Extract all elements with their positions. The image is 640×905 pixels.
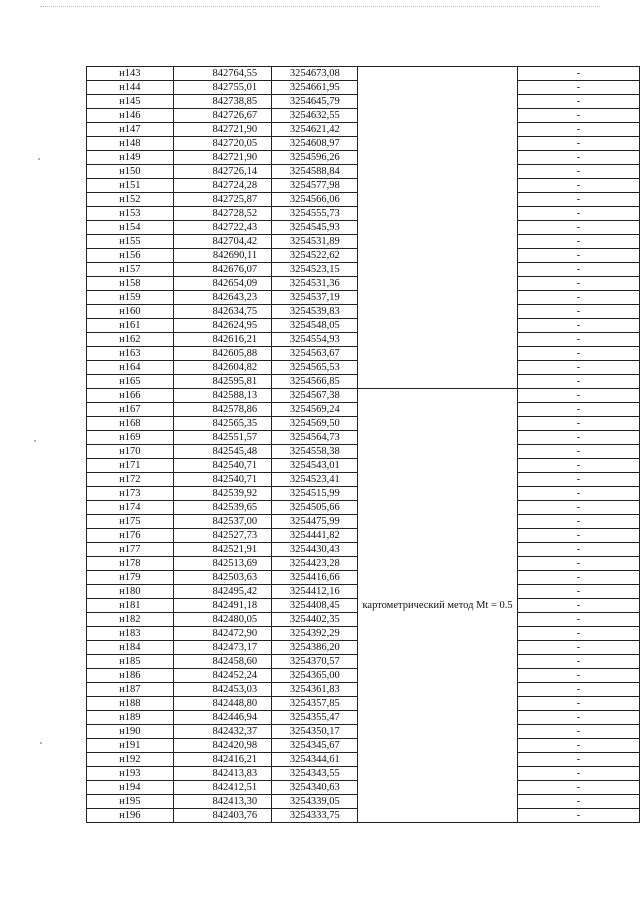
accuracy-cell: - xyxy=(517,109,639,123)
point-id-cell: н161 xyxy=(87,319,174,333)
accuracy-cell: - xyxy=(517,487,639,501)
x-coordinate-cell: 842503,63 xyxy=(173,571,272,585)
y-coordinate-cell: 3254632,55 xyxy=(272,109,358,123)
y-coordinate-cell: 3254365,00 xyxy=(272,669,358,683)
accuracy-cell: - xyxy=(517,235,639,249)
x-coordinate-cell: 842738,85 xyxy=(173,95,272,109)
point-id-cell: н158 xyxy=(87,277,174,291)
accuracy-cell: - xyxy=(517,81,639,95)
scan-speck xyxy=(34,440,36,442)
x-coordinate-cell: 842540,71 xyxy=(173,459,272,473)
accuracy-cell: - xyxy=(517,585,639,599)
x-coordinate-cell: 842513,69 xyxy=(173,557,272,571)
x-coordinate-cell: 842453,03 xyxy=(173,683,272,697)
accuracy-cell: - xyxy=(517,137,639,151)
point-id-cell: н191 xyxy=(87,739,174,753)
point-id-cell: н145 xyxy=(87,95,174,109)
point-id-cell: н176 xyxy=(87,529,174,543)
table-row xyxy=(87,389,640,403)
accuracy-cell: - xyxy=(517,389,639,403)
x-coordinate-cell: 842634,75 xyxy=(173,305,272,319)
y-coordinate-cell: 3254548,05 xyxy=(272,319,358,333)
x-coordinate-cell: 842720,05 xyxy=(173,137,272,151)
y-coordinate-cell: 3254608,97 xyxy=(272,137,358,151)
x-coordinate-cell: 842551,57 xyxy=(173,431,272,445)
x-coordinate-cell: 842413,30 xyxy=(173,795,272,809)
y-coordinate-cell: 3254554,93 xyxy=(272,333,358,347)
accuracy-cell: - xyxy=(517,165,639,179)
y-coordinate-cell: 3254565,53 xyxy=(272,361,358,375)
y-coordinate-cell: 3254416,66 xyxy=(272,571,358,585)
y-coordinate-cell: 3254339,05 xyxy=(272,795,358,809)
point-id-cell: н192 xyxy=(87,753,174,767)
point-id-cell: н168 xyxy=(87,417,174,431)
accuracy-cell: - xyxy=(517,683,639,697)
y-coordinate-cell: 3254402,35 xyxy=(272,613,358,627)
point-id-cell: н153 xyxy=(87,207,174,221)
accuracy-cell: - xyxy=(517,613,639,627)
point-id-cell: н193 xyxy=(87,767,174,781)
point-id-cell: н149 xyxy=(87,151,174,165)
accuracy-cell: - xyxy=(517,571,639,585)
y-coordinate-cell: 3254566,85 xyxy=(272,375,358,389)
y-coordinate-cell: 3254558,38 xyxy=(272,445,358,459)
point-id-cell: н188 xyxy=(87,697,174,711)
table-row xyxy=(87,67,640,81)
y-coordinate-cell: 3254408,45 xyxy=(272,599,358,613)
method-cell: картометрический метод Mt = 0.5 xyxy=(358,389,517,823)
accuracy-cell: - xyxy=(517,263,639,277)
y-coordinate-cell: 3254392,29 xyxy=(272,627,358,641)
accuracy-cell: - xyxy=(517,305,639,319)
point-id-cell: н183 xyxy=(87,627,174,641)
x-coordinate-cell: 842452,24 xyxy=(173,669,272,683)
point-id-cell: н148 xyxy=(87,137,174,151)
y-coordinate-cell: 3254569,50 xyxy=(272,417,358,431)
x-coordinate-cell: 842755,01 xyxy=(173,81,272,95)
accuracy-cell: - xyxy=(517,431,639,445)
point-id-cell: н189 xyxy=(87,711,174,725)
x-coordinate-cell: 842539,65 xyxy=(173,501,272,515)
x-coordinate-cell: 842728,52 xyxy=(173,207,272,221)
accuracy-cell: - xyxy=(517,501,639,515)
point-id-cell: н162 xyxy=(87,333,174,347)
x-coordinate-cell: 842537,00 xyxy=(173,515,272,529)
y-coordinate-cell: 3254545,93 xyxy=(272,221,358,235)
point-id-cell: н150 xyxy=(87,165,174,179)
x-coordinate-cell: 842724,28 xyxy=(173,179,272,193)
y-coordinate-cell: 3254577,98 xyxy=(272,179,358,193)
x-coordinate-cell: 842539,92 xyxy=(173,487,272,501)
point-id-cell: н167 xyxy=(87,403,174,417)
point-id-cell: н163 xyxy=(87,347,174,361)
point-id-cell: н157 xyxy=(87,263,174,277)
scan-speck xyxy=(40,742,42,744)
accuracy-cell: - xyxy=(517,557,639,571)
point-id-cell: н177 xyxy=(87,543,174,557)
y-coordinate-cell: 3254566,06 xyxy=(272,193,358,207)
point-id-cell: н180 xyxy=(87,585,174,599)
x-coordinate-cell: 842420,98 xyxy=(173,739,272,753)
accuracy-cell: - xyxy=(517,725,639,739)
accuracy-cell: - xyxy=(517,333,639,347)
accuracy-cell: - xyxy=(517,123,639,137)
y-coordinate-cell: 3254412,16 xyxy=(272,585,358,599)
x-coordinate-cell: 842448,80 xyxy=(173,697,272,711)
accuracy-cell: - xyxy=(517,445,639,459)
x-coordinate-cell: 842412,51 xyxy=(173,781,272,795)
y-coordinate-cell: 3254531,89 xyxy=(272,235,358,249)
y-coordinate-cell: 3254621,42 xyxy=(272,123,358,137)
accuracy-cell: - xyxy=(517,67,639,81)
y-coordinate-cell: 3254333,75 xyxy=(272,809,358,823)
point-id-cell: н166 xyxy=(87,389,174,403)
point-id-cell: н184 xyxy=(87,641,174,655)
x-coordinate-cell: 842764,55 xyxy=(173,67,272,81)
accuracy-cell: - xyxy=(517,781,639,795)
y-coordinate-cell: 3254569,24 xyxy=(272,403,358,417)
x-coordinate-cell: 842416,21 xyxy=(173,753,272,767)
point-id-cell: н144 xyxy=(87,81,174,95)
scan-edge-artifact xyxy=(40,6,600,9)
y-coordinate-cell: 3254423,28 xyxy=(272,557,358,571)
point-id-cell: н154 xyxy=(87,221,174,235)
accuracy-cell: - xyxy=(517,753,639,767)
x-coordinate-cell: 842616,21 xyxy=(173,333,272,347)
x-coordinate-cell: 842458,60 xyxy=(173,655,272,669)
accuracy-cell: - xyxy=(517,795,639,809)
y-coordinate-cell: 3254441,82 xyxy=(272,529,358,543)
point-id-cell: н160 xyxy=(87,305,174,319)
y-coordinate-cell: 3254361,83 xyxy=(272,683,358,697)
point-id-cell: н146 xyxy=(87,109,174,123)
accuracy-cell: - xyxy=(517,641,639,655)
y-coordinate-cell: 3254543,01 xyxy=(272,459,358,473)
point-id-cell: н185 xyxy=(87,655,174,669)
accuracy-cell: - xyxy=(517,459,639,473)
y-coordinate-cell: 3254340,63 xyxy=(272,781,358,795)
x-coordinate-cell: 842432,37 xyxy=(173,725,272,739)
x-coordinate-cell: 842721,90 xyxy=(173,151,272,165)
x-coordinate-cell: 842495,42 xyxy=(173,585,272,599)
point-id-cell: н178 xyxy=(87,557,174,571)
x-coordinate-cell: 842725,87 xyxy=(173,193,272,207)
x-coordinate-cell: 842726,67 xyxy=(173,109,272,123)
x-coordinate-cell: 842540,71 xyxy=(173,473,272,487)
accuracy-cell: - xyxy=(517,669,639,683)
accuracy-cell: - xyxy=(517,599,639,613)
point-id-cell: н173 xyxy=(87,487,174,501)
x-coordinate-cell: 842604,82 xyxy=(173,361,272,375)
accuracy-cell: - xyxy=(517,207,639,221)
accuracy-cell: - xyxy=(517,291,639,305)
x-coordinate-cell: 842491,18 xyxy=(173,599,272,613)
x-coordinate-cell: 842473,17 xyxy=(173,641,272,655)
accuracy-cell: - xyxy=(517,739,639,753)
x-coordinate-cell: 842605,88 xyxy=(173,347,272,361)
x-coordinate-cell: 842595,81 xyxy=(173,375,272,389)
point-id-cell: н174 xyxy=(87,501,174,515)
accuracy-cell: - xyxy=(517,515,639,529)
y-coordinate-cell: 3254475,99 xyxy=(272,515,358,529)
y-coordinate-cell: 3254555,73 xyxy=(272,207,358,221)
x-coordinate-cell: 842545,48 xyxy=(173,445,272,459)
y-coordinate-cell: 3254523,41 xyxy=(272,473,358,487)
x-coordinate-cell: 842690,11 xyxy=(173,249,272,263)
y-coordinate-cell: 3254596,26 xyxy=(272,151,358,165)
x-coordinate-cell: 842446,94 xyxy=(173,711,272,725)
point-id-cell: н179 xyxy=(87,571,174,585)
y-coordinate-cell: 3254661,95 xyxy=(272,81,358,95)
accuracy-cell: - xyxy=(517,179,639,193)
y-coordinate-cell: 3254430,43 xyxy=(272,543,358,557)
point-id-cell: н151 xyxy=(87,179,174,193)
y-coordinate-cell: 3254386,20 xyxy=(272,641,358,655)
accuracy-cell: - xyxy=(517,543,639,557)
method-cell-upper xyxy=(358,67,517,389)
x-coordinate-cell: 842654,09 xyxy=(173,277,272,291)
point-id-cell: н152 xyxy=(87,193,174,207)
point-id-cell: н186 xyxy=(87,669,174,683)
accuracy-cell: - xyxy=(517,403,639,417)
accuracy-cell: - xyxy=(517,361,639,375)
x-coordinate-cell: 842722,43 xyxy=(173,221,272,235)
coordinates-table xyxy=(86,66,640,823)
x-coordinate-cell: 842704,42 xyxy=(173,235,272,249)
x-coordinate-cell: 842726,14 xyxy=(173,165,272,179)
x-coordinate-cell: 842676,07 xyxy=(173,263,272,277)
point-id-cell: н170 xyxy=(87,445,174,459)
point-id-cell: н194 xyxy=(87,781,174,795)
y-coordinate-cell: 3254673,08 xyxy=(272,67,358,81)
x-coordinate-cell: 842588,13 xyxy=(173,389,272,403)
accuracy-cell: - xyxy=(517,347,639,361)
point-id-cell: н155 xyxy=(87,235,174,249)
accuracy-cell: - xyxy=(517,627,639,641)
point-id-cell: н164 xyxy=(87,361,174,375)
point-id-cell: н175 xyxy=(87,515,174,529)
y-coordinate-cell: 3254357,85 xyxy=(272,697,358,711)
y-coordinate-cell: 3254343,55 xyxy=(272,767,358,781)
accuracy-cell: - xyxy=(517,697,639,711)
point-id-cell: н169 xyxy=(87,431,174,445)
y-coordinate-cell: 3254588,84 xyxy=(272,165,358,179)
y-coordinate-cell: 3254344,61 xyxy=(272,753,358,767)
accuracy-cell: - xyxy=(517,277,639,291)
point-id-cell: н156 xyxy=(87,249,174,263)
point-id-cell: н181 xyxy=(87,599,174,613)
x-coordinate-cell: 842565,35 xyxy=(173,417,272,431)
accuracy-cell: - xyxy=(517,319,639,333)
accuracy-cell: - xyxy=(517,417,639,431)
y-coordinate-cell: 3254564,73 xyxy=(272,431,358,445)
x-coordinate-cell: 842403,76 xyxy=(173,809,272,823)
x-coordinate-cell: 842413,83 xyxy=(173,767,272,781)
point-id-cell: н165 xyxy=(87,375,174,389)
accuracy-cell: - xyxy=(517,151,639,165)
y-coordinate-cell: 3254345,67 xyxy=(272,739,358,753)
y-coordinate-cell: 3254505,66 xyxy=(272,501,358,515)
y-coordinate-cell: 3254350,17 xyxy=(272,725,358,739)
x-coordinate-cell: 842578,86 xyxy=(173,403,272,417)
point-id-cell: н182 xyxy=(87,613,174,627)
x-coordinate-cell: 842472,90 xyxy=(173,627,272,641)
point-id-cell: н195 xyxy=(87,795,174,809)
x-coordinate-cell: 842624,95 xyxy=(173,319,272,333)
x-coordinate-cell: 842527,73 xyxy=(173,529,272,543)
y-coordinate-cell: 3254567,38 xyxy=(272,389,358,403)
point-id-cell: н171 xyxy=(87,459,174,473)
x-coordinate-cell: 842721,90 xyxy=(173,123,272,137)
point-id-cell: н187 xyxy=(87,683,174,697)
y-coordinate-cell: 3254563,67 xyxy=(272,347,358,361)
y-coordinate-cell: 3254539,83 xyxy=(272,305,358,319)
accuracy-cell: - xyxy=(517,767,639,781)
accuracy-cell: - xyxy=(517,375,639,389)
point-id-cell: н143 xyxy=(87,67,174,81)
y-coordinate-cell: 3254370,57 xyxy=(272,655,358,669)
accuracy-cell: - xyxy=(517,809,639,823)
accuracy-cell: - xyxy=(517,95,639,109)
accuracy-cell: - xyxy=(517,473,639,487)
y-coordinate-cell: 3254531,36 xyxy=(272,277,358,291)
y-coordinate-cell: 3254522,62 xyxy=(272,249,358,263)
point-id-cell: н172 xyxy=(87,473,174,487)
accuracy-cell: - xyxy=(517,221,639,235)
accuracy-cell: - xyxy=(517,193,639,207)
point-id-cell: н159 xyxy=(87,291,174,305)
x-coordinate-cell: 842643,23 xyxy=(173,291,272,305)
y-coordinate-cell: 3254355,47 xyxy=(272,711,358,725)
point-id-cell: н196 xyxy=(87,809,174,823)
point-id-cell: н190 xyxy=(87,725,174,739)
y-coordinate-cell: 3254523,15 xyxy=(272,263,358,277)
accuracy-cell: - xyxy=(517,529,639,543)
x-coordinate-cell: 842521,91 xyxy=(173,543,272,557)
y-coordinate-cell: 3254645,79 xyxy=(272,95,358,109)
accuracy-cell: - xyxy=(517,655,639,669)
y-coordinate-cell: 3254537,19 xyxy=(272,291,358,305)
x-coordinate-cell: 842480,05 xyxy=(173,613,272,627)
point-id-cell: н147 xyxy=(87,123,174,137)
scan-speck xyxy=(38,158,40,160)
y-coordinate-cell: 3254515,99 xyxy=(272,487,358,501)
accuracy-cell: - xyxy=(517,249,639,263)
accuracy-cell: - xyxy=(517,711,639,725)
